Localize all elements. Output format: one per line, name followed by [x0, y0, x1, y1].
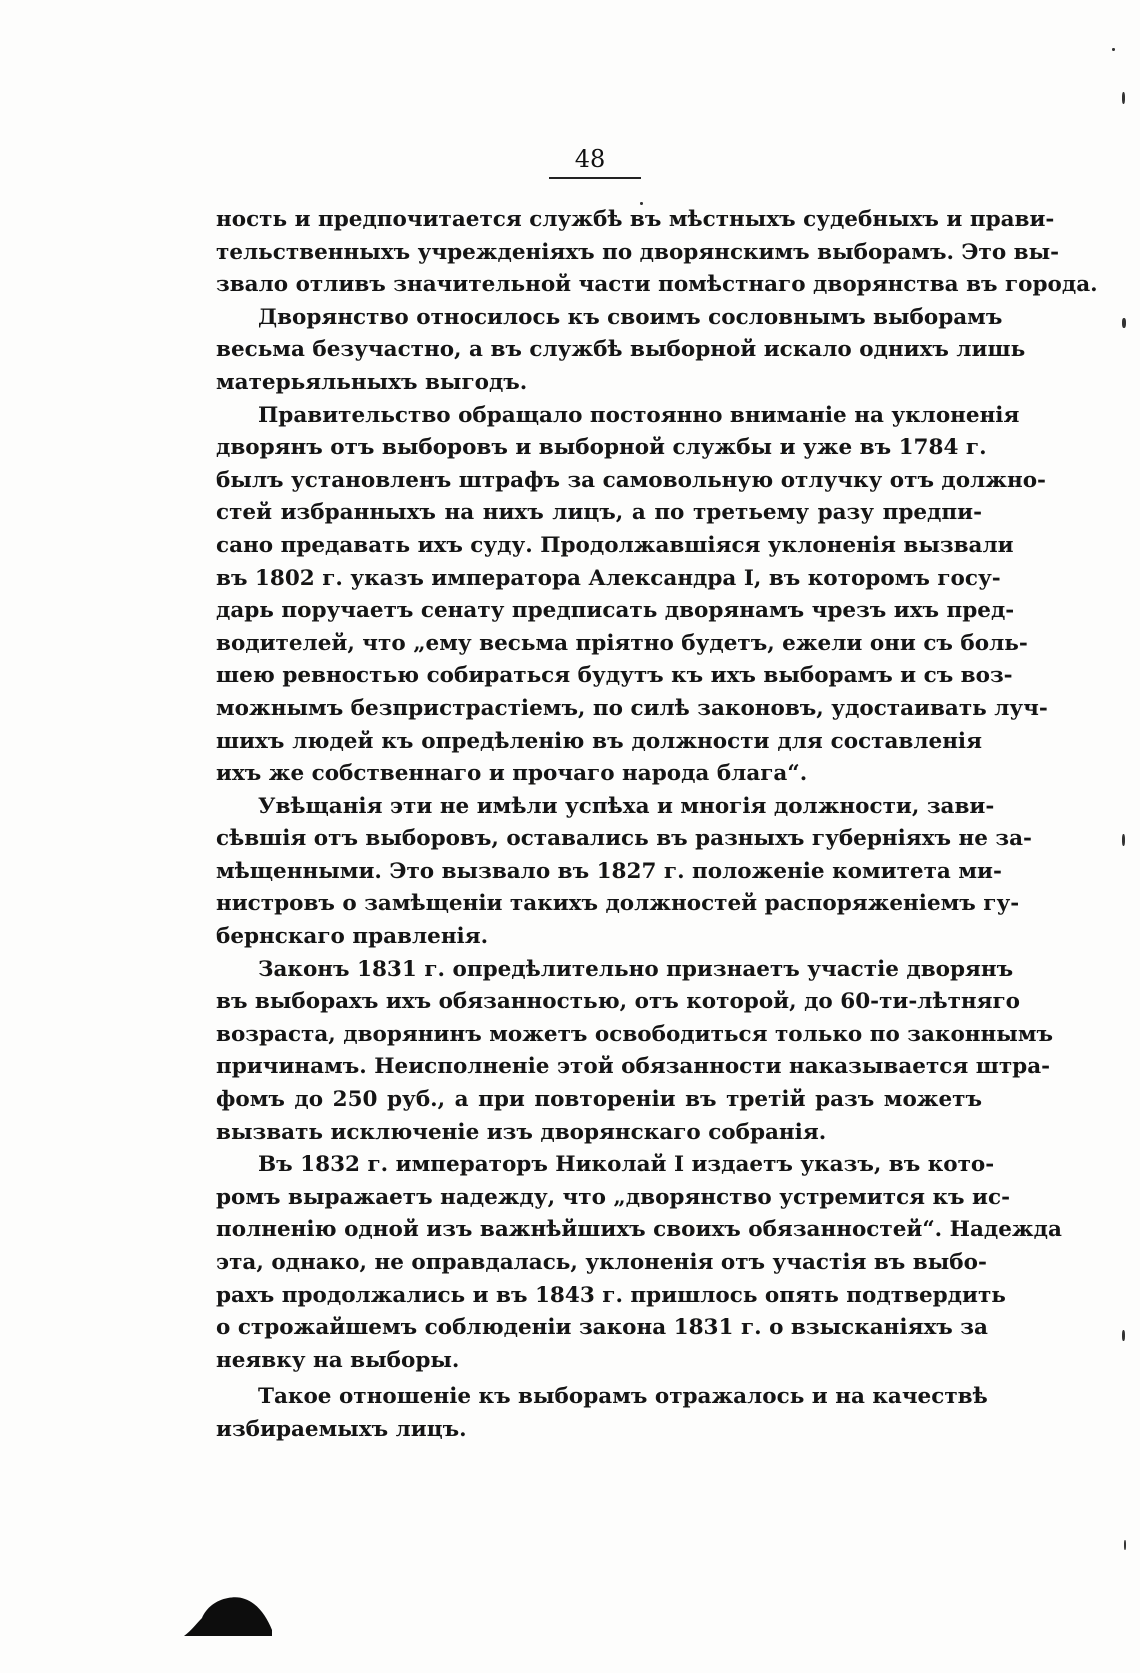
text-line: дарь поручаетъ сенату предписать дворянамъ чрезъ ихъ пред- [216, 598, 1015, 624]
text-line: Увѣщанія эти не имѣли успѣха и многія должности, зави- [258, 793, 995, 819]
margin-speck [1124, 1540, 1126, 1550]
text-line: ромъ выражаетъ надежду, что „дворянство устремится къ ис- [216, 1184, 1010, 1210]
text-line: Правительство обращало постоянно вниманіе на уклоненія [258, 402, 1020, 428]
text-line: въ 1802 г. указъ императора Александра I, въ которомъ госу- [216, 565, 1001, 591]
margin-speck [640, 202, 643, 205]
text-line: Такое отношеніе къ выборамъ отражалось и на качествѣ [258, 1384, 988, 1410]
margin-speck [1122, 92, 1125, 104]
text-line: матерьяльныхъ выгодъ. [216, 369, 528, 395]
text-line: тельственныхъ учрежденіяхъ по дворянскимъ выборамъ. Это вы- [216, 239, 1060, 265]
text-line: ихъ же собственнаго и прочаго народа блага“. [216, 761, 808, 787]
margin-speck [1122, 318, 1126, 328]
text-line: бернскаго правленія. [216, 924, 489, 950]
text-line: стей избранныхъ на нихъ лицъ, а по третьему разу предпи- [216, 500, 982, 526]
page-number-rule [549, 177, 641, 179]
text-line: шею ревностью собираться будутъ къ ихъ выборамъ и съ воз- [216, 663, 1013, 689]
text-line: вызвать исключеніе изъ дворянскаго собранія. [216, 1119, 827, 1145]
text-line: водителей, что „ему весьма пріятно будетъ, ежели они съ боль- [216, 630, 1028, 656]
text-line: полненію одной изъ важнѣйшихъ своихъ обязанностей“. Надежда [216, 1217, 1062, 1243]
text-line: дворянъ отъ выборовъ и выборной службы и уже въ 1784 г. [216, 435, 987, 461]
text-line: причинамъ. Неисполненіе этой обязанности наказывается штра- [216, 1054, 1051, 1080]
page-number: 48 [574, 145, 606, 173]
text-line: возраста, дворянинъ можетъ освободиться только по законнымъ [216, 1021, 1053, 1047]
text-line: звало отливъ значительной части помѣстнаго дворянства въ города. [216, 272, 1098, 298]
margin-speck [1112, 48, 1115, 51]
text-line: Дворянство относилось къ своимъ сословнымъ выборамъ [258, 304, 1003, 330]
text-line: сано предавать ихъ суду. Продолжавшіяся уклоненія вызвали [216, 532, 1014, 558]
text-line: нистровъ о замѣщеніи такихъ должностей распоряженіемъ гу- [216, 891, 1020, 917]
text-line: можнымъ безпристрастіемъ, по силѣ законовъ, удостаивать луч- [216, 695, 1048, 721]
text-line: мѣщенными. Это вызвало въ 1827 г. положеніе комитета ми- [216, 858, 1002, 884]
text-line: о строжайшемъ соблюденіи закона 1831 г. о взысканіяхъ за [216, 1315, 988, 1341]
text-line: былъ установленъ штрафъ за самовольную отлучку отъ должно- [216, 467, 1046, 493]
text-line: Законъ 1831 г. опредѣлительно признаетъ участіе дворянъ [258, 956, 1014, 982]
text-line: Въ 1832 г. императоръ Николай I издаетъ указъ, въ кото- [258, 1152, 995, 1178]
text-line: весьма безучастно, а въ службѣ выборной искало однихъ лишь [216, 337, 1026, 363]
text-line: ность и предпочитается службѣ въ мѣстныхъ судебныхъ и прави- [216, 207, 1055, 232]
text-line: рахъ продолжались и въ 1843 г. пришлось опять подтвердить [216, 1282, 1006, 1308]
text-line: фомъ до 250 руб., а при повтореніи въ третій разъ можетъ [216, 1087, 982, 1113]
text-line: въ выборахъ ихъ обязанностью, отъ которой, до 60-ти-лѣтняго [216, 989, 1021, 1015]
margin-speck [1122, 1330, 1125, 1341]
text-line: неявку на выборы. [216, 1347, 460, 1373]
body-text [216, 204, 1098, 1447]
margin-speck [1122, 834, 1125, 846]
text-line: эта, однако, не оправдалась, уклоненія отъ участія въ выбо- [216, 1250, 987, 1275]
text-line: избираемыхъ лицъ. [216, 1416, 467, 1442]
ink-blot [182, 1590, 274, 1638]
text-line: сѣвшія отъ выборовъ, оставались въ разныхъ губерніяхъ не за- [216, 826, 1032, 852]
text-line: шихъ людей къ опредѣленію въ должности для составленія [216, 728, 982, 754]
